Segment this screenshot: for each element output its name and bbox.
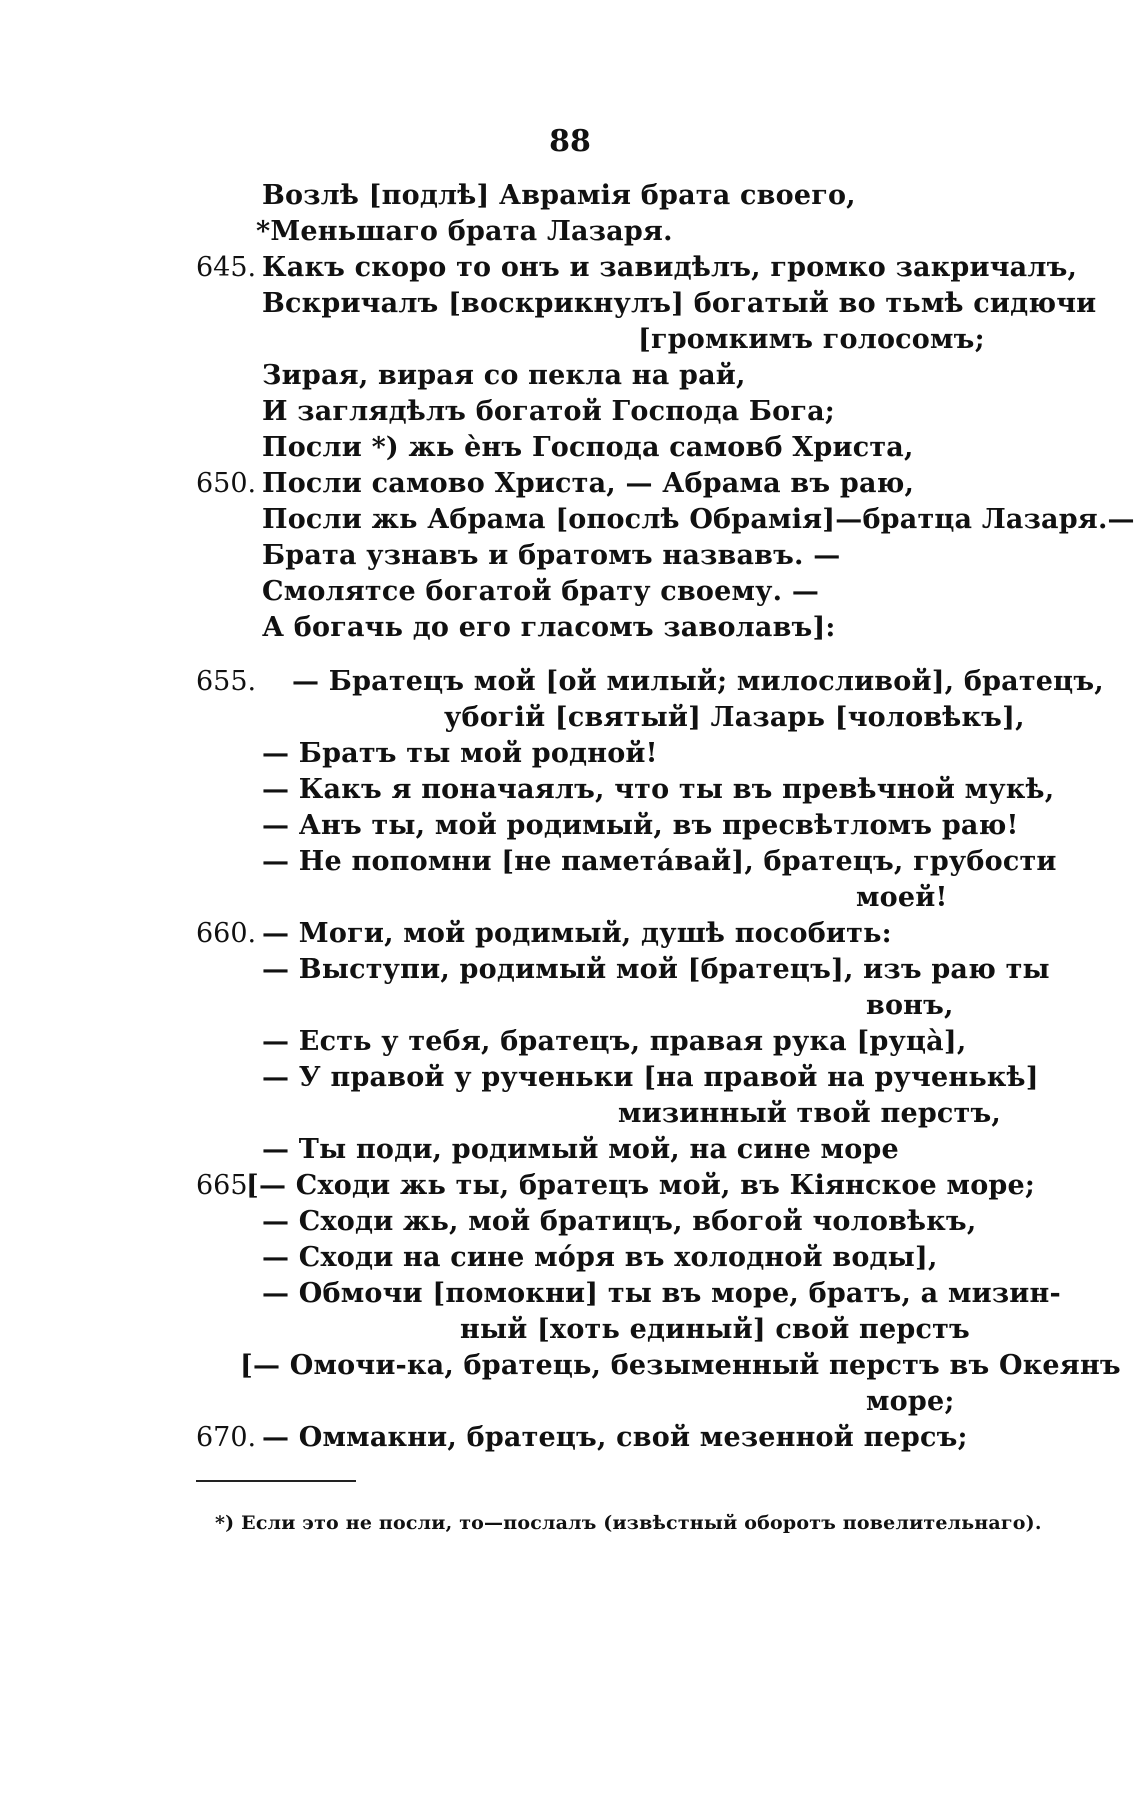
- verse-line: — Не попомни [не паметáвай], братецъ, грубости: [262, 846, 1057, 877]
- footnote-divider: [196, 1480, 356, 1482]
- verse-line: Посли жь Абрама [опослѣ Обрамія]—братца Лазаря.—: [262, 504, 1135, 535]
- verse-line: [громкимъ голосомъ;: [638, 324, 985, 355]
- line-number: 660.: [196, 918, 257, 949]
- verse-line: — Обмочи [помокни] ты въ море, братъ, а мизин-: [262, 1278, 1061, 1309]
- verse-line: Смолятсе богатой брату своему. —: [262, 576, 820, 607]
- verse-line: И заглядѣлъ богатой Господа Бога;: [262, 396, 835, 427]
- verse-line: моей!: [856, 882, 948, 913]
- verse-line: убогій [святый] Лазарь [чоловѣкъ],: [444, 702, 1025, 733]
- verse-line: [— Сходи жь ты, братецъ мой, въ Кіянское море;: [246, 1170, 1036, 1201]
- verse-line: Посли *) жь ѐнъ Господа самовб Христа,: [262, 432, 914, 463]
- verse-line: — Анъ ты, мой родимый, въ пресвѣтломъ раю!: [262, 810, 1019, 841]
- verse-line: ный [хоть единый] свой перстъ: [460, 1314, 970, 1345]
- verse-line: — Сходи жь, мой братицъ, вбогой чоловѣкъ,: [262, 1206, 977, 1237]
- verse-line: море;: [866, 1386, 955, 1417]
- verse-line: Брата узнавъ и братомъ назвавъ. —: [262, 540, 841, 571]
- verse-line: — У правой у рученьки [на правой на рученькѣ]: [262, 1062, 1039, 1093]
- verse-line: Посли самово Христа, — Абрама въ раю,: [262, 468, 915, 499]
- verse-line: Вскричалъ [воскрикнулъ] богатый во тьмѣ сидючи: [262, 288, 1097, 319]
- verse-line: А богачь до его гласомъ заволавъ]:: [262, 612, 836, 643]
- line-number: 655.: [196, 666, 257, 697]
- verse-line: мизинный твой перстъ,: [618, 1098, 1001, 1129]
- verse-line: *Меньшаго брата Лазаря.: [256, 216, 673, 247]
- verse-line: — Выступи, родимый мой [братецъ], изъ раю ты: [262, 954, 1050, 985]
- line-number: 645.: [196, 252, 257, 283]
- line-number: 670.: [196, 1422, 257, 1453]
- line-number: 665.: [196, 1170, 257, 1201]
- verse-line: Возлѣ [подлѣ] Аврамія брата своего,: [262, 180, 856, 211]
- verse-line: [— Омочи-ка, братець, безыменный перстъ въ Океянъ: [240, 1350, 1121, 1381]
- verse-line: — Братецъ мой [ой милый; милосливой], братецъ,: [292, 666, 1104, 697]
- verse-line: — Оммакни, братецъ, свой мезенной персъ;: [262, 1422, 968, 1453]
- verse-line: — Есть у тебя, братецъ, правая рука [руцà],: [262, 1026, 967, 1057]
- verse-line: Какъ скоро то онъ и завидѣлъ, громко закричалъ,: [262, 252, 1078, 283]
- verse-line: Зирая, вирая со пекла на рай,: [262, 360, 746, 391]
- verse-line: вонъ,: [866, 990, 954, 1021]
- line-number: 650.: [196, 468, 257, 499]
- verse-line: — Братъ ты мой родной!: [262, 738, 658, 769]
- verse-line: — Какъ я поначаялъ, что ты въ превѣчной мукѣ,: [262, 774, 1055, 805]
- verse-line: — Сходи на сине мóря въ холодной воды],: [262, 1242, 938, 1273]
- verse-line: — Ты поди, родимый мой, на сине море: [262, 1134, 899, 1165]
- verse-line: — Моги, мой родимый, душѣ пособить:: [262, 918, 892, 949]
- footnote: *) Если это не посли, то—послалъ (извѣстный оборотъ повелительнаго).: [215, 1512, 1042, 1534]
- page-number: 88: [549, 124, 591, 159]
